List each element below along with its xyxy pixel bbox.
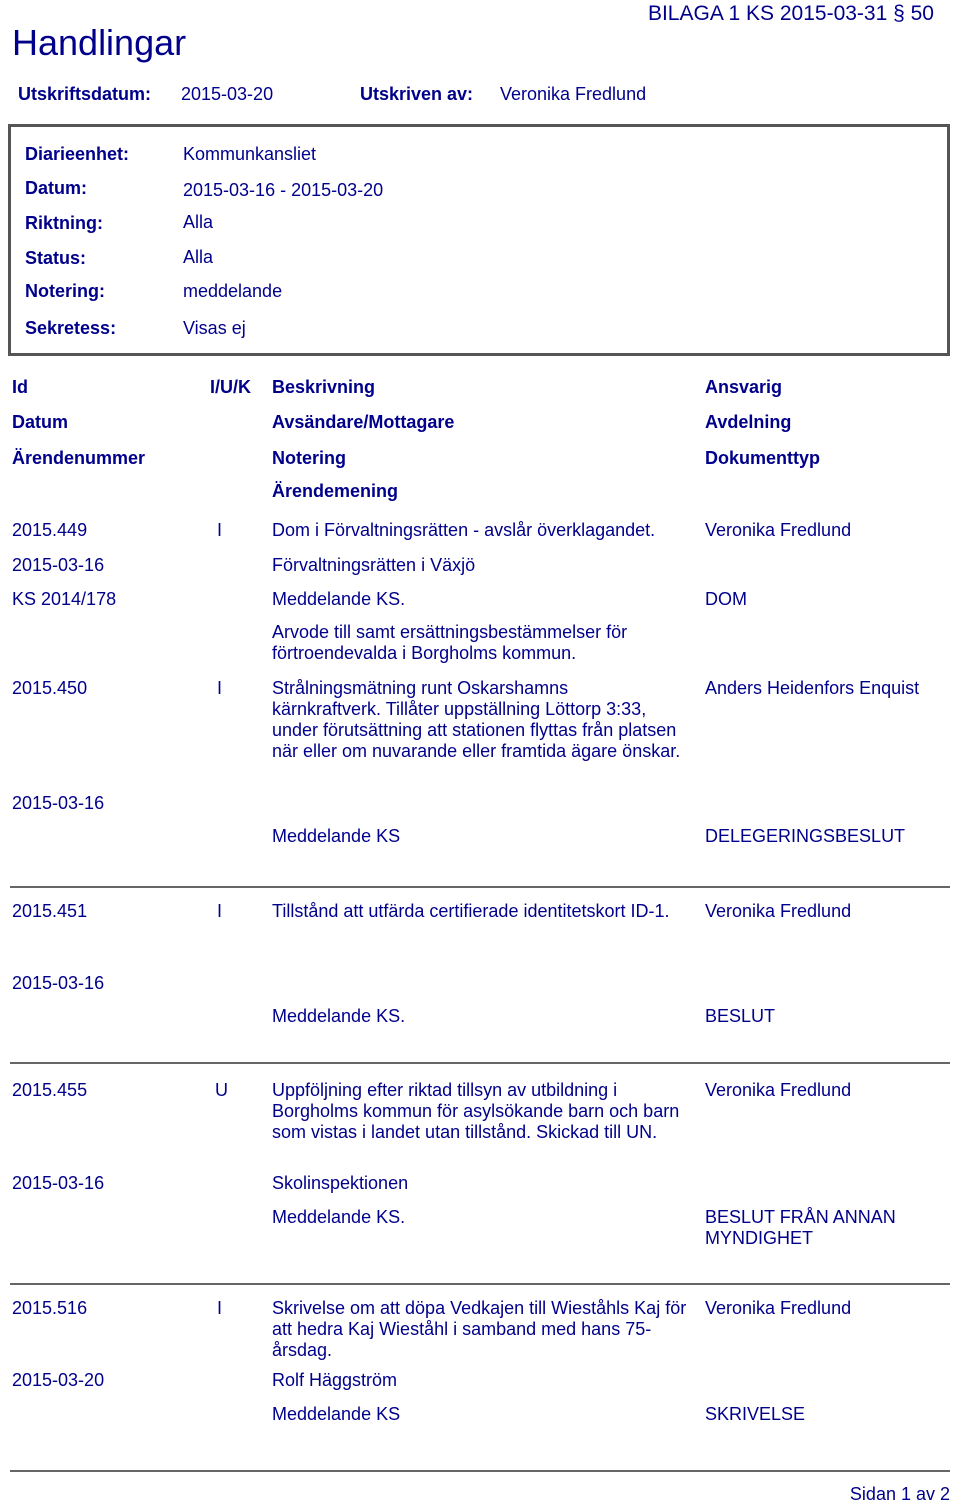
- column-header-avdelning: Avdelning: [705, 412, 792, 432]
- criteria-label: Notering:: [25, 281, 105, 301]
- record-notering: Meddelande KS.: [272, 1207, 406, 1227]
- record-ansvarig: Veronika Fredlund: [705, 901, 852, 921]
- record-notering: Meddelande KS.: [272, 1006, 406, 1026]
- criteria-label: Diarieenhet:: [25, 144, 130, 164]
- record-iuk: I: [217, 678, 223, 698]
- print-date-value: 2015-03-20: [181, 84, 274, 104]
- record-divider: [10, 1283, 950, 1285]
- record-beskrivning: Strålningsmätning runt Oskarshamns kärnkraftverk. Tillåter uppställning Löttorp 3:33, under förutsättning att stationen flyttas från platsen när eller om nuvarande eller framtida ägare önskar.: [272, 678, 681, 761]
- record-arendemening: Arvode till samt ersättningsbestämmelser för förtroendevalda i Borgholms kommun.: [272, 622, 628, 663]
- printed-by-value: Veronika Fredlund: [500, 84, 647, 104]
- print-date-label: Utskriftsdatum:: [18, 84, 152, 104]
- record-arendenummer: KS 2014/178: [12, 589, 117, 609]
- record-divider: [10, 1062, 950, 1064]
- record-avsandare: Skolinspektionen: [272, 1173, 409, 1193]
- record-ansvarig: Veronika Fredlund: [705, 1298, 852, 1318]
- column-header-arendenummer: Ärendenummer: [12, 448, 146, 468]
- record-datum: 2015-03-16: [12, 973, 105, 993]
- record-id: 2015.516: [12, 1298, 88, 1318]
- criteria-value: Visas ej: [183, 318, 246, 338]
- record-avsandare: Förvaltningsrätten i Växjö: [272, 555, 476, 575]
- record-beskrivning: Dom i Förvaltningsrätten - avslår överklagandet.: [272, 520, 656, 540]
- criteria-value: Alla: [183, 212, 214, 232]
- search-criteria-box: [8, 124, 950, 356]
- record-iuk: U: [215, 1080, 228, 1100]
- criteria-label: Status:: [25, 248, 87, 268]
- record-ansvarig: Veronika Fredlund: [705, 1080, 852, 1100]
- record-datum: 2015-03-16: [12, 793, 105, 813]
- column-header-id: Id: [12, 377, 28, 397]
- criteria-value: Alla: [183, 247, 214, 267]
- record-dokumenttyp: BESLUT: [705, 1006, 776, 1026]
- criteria-label: Riktning:: [25, 213, 103, 233]
- record-datum: 2015-03-16: [12, 555, 105, 575]
- record-notering: Meddelande KS.: [272, 589, 406, 609]
- criteria-value: 2015-03-16 - 2015-03-20: [183, 180, 384, 200]
- record-id: 2015.450: [12, 678, 88, 698]
- record-avsandare: Rolf Häggström: [272, 1370, 398, 1390]
- record-id: 2015.451: [12, 901, 88, 921]
- criteria-label: Sekretess:: [25, 318, 117, 338]
- record-dokumenttyp: DELEGERINGSBESLUT: [705, 826, 906, 846]
- criteria-label: Datum:: [25, 178, 87, 198]
- record-divider: [10, 1470, 950, 1472]
- record-datum: 2015-03-16: [12, 1173, 105, 1193]
- column-header-iuk: I/U/K: [210, 377, 252, 397]
- record-notering: Meddelande KS: [272, 1404, 401, 1424]
- column-header-ansvarig: Ansvarig: [705, 377, 783, 397]
- column-header-datum: Datum: [12, 412, 69, 432]
- record-dokumenttyp: DOM: [705, 589, 747, 609]
- printed-by-label: Utskriven av:: [360, 84, 474, 104]
- record-iuk: I: [217, 901, 223, 921]
- column-header-avsandare: Avsändare/Mottagare: [272, 412, 455, 432]
- page-number: Sidan 1 av 2: [849, 1484, 950, 1504]
- record-id: 2015.449: [12, 520, 88, 540]
- criteria-value: meddelande: [183, 281, 283, 301]
- record-ansvarig: Veronika Fredlund: [705, 520, 852, 540]
- record-dokumenttyp: SKRIVELSE: [705, 1404, 806, 1424]
- record-notering: Meddelande KS: [272, 826, 401, 846]
- column-header-dokumenttyp: Dokumenttyp: [705, 448, 821, 468]
- criteria-value: Kommunkansliet: [183, 144, 317, 164]
- record-iuk: I: [217, 520, 223, 540]
- record-divider: [10, 886, 950, 888]
- record-datum: 2015-03-20: [12, 1370, 105, 1390]
- record-ansvarig: Anders Heidenfors Enquist: [705, 678, 920, 698]
- record-beskrivning: Skrivelse om att döpa Vedkajen till Wieståhls Kaj för att hedra Kaj Wieståhl i samband med hans 75-årsdag.: [272, 1298, 687, 1360]
- record-dokumenttyp: BESLUT FRÅN ANNAN MYNDIGHET: [705, 1207, 896, 1248]
- record-iuk: I: [217, 1298, 223, 1318]
- column-header-notering: Notering: [272, 448, 346, 468]
- column-header-arendemening: Ärendemening: [272, 481, 399, 501]
- record-id: 2015.455: [12, 1080, 88, 1100]
- page-title: Handlingar: [12, 22, 187, 63]
- bilaga-reference: BILAGA 1 KS 2015-03-31 § 50: [647, 2, 934, 25]
- record-beskrivning: Uppföljning efter riktad tillsyn av utbildning i Borgholms kommun för asylsökande barn och barn som vistas i landet utan tillstånd. Skickad till UN.: [272, 1080, 680, 1142]
- column-header-beskrivning: Beskrivning: [272, 377, 376, 397]
- record-beskrivning: Tillstånd att utfärda certifierade identitetskort ID-1.: [272, 901, 670, 921]
